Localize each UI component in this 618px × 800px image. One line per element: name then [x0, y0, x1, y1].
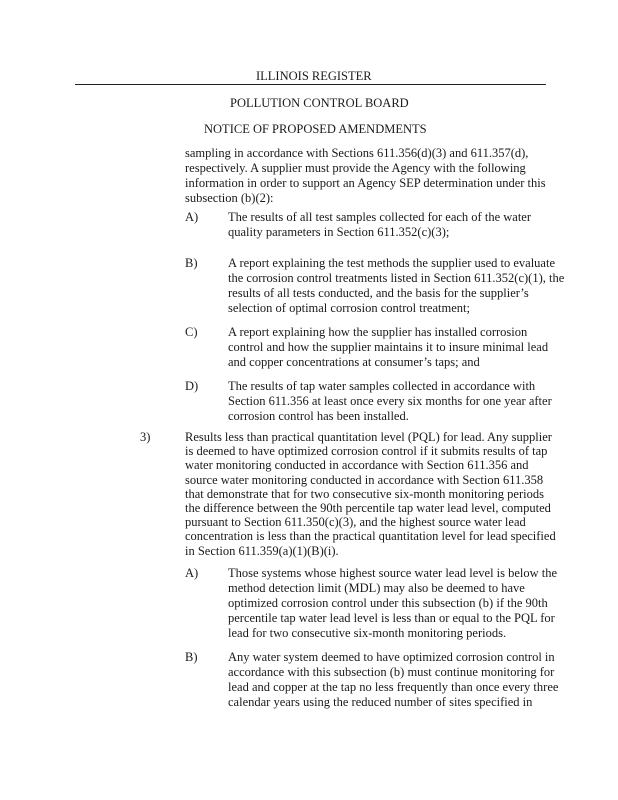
item-3-b	[228, 650, 558, 710]
text-line: quality parameters in Section 611.352(c)(3);	[228, 225, 450, 239]
text-line: Any water system deemed to have optimized corrosion control in	[228, 650, 555, 664]
section-3	[185, 430, 556, 558]
text-line: subsection (b)(2):	[185, 191, 274, 205]
item-3-a	[228, 566, 557, 641]
text-line: selection of optimal corrosion control treatment;	[228, 301, 470, 315]
item-b2-b-label: B)	[185, 256, 198, 270]
text-line: Section 611.356 at least once every six months for one year after	[228, 394, 552, 408]
text-line: the corrosion control treatments listed in Section 611.352(c)(1), the	[228, 271, 565, 285]
text-line: calendar years using the reduced number of sites specified in	[228, 695, 533, 709]
item-b2-a	[228, 210, 531, 240]
register-title: ILLINOIS REGISTER	[256, 69, 372, 83]
text-line: percentile tap water lead level is less than or equal to the PQL for	[228, 611, 555, 625]
section-3-label: 3)	[140, 430, 151, 444]
item-3-b-label: B)	[185, 650, 198, 664]
text-line: results of all tests conducted, and the basis for the supplier’s	[228, 286, 529, 300]
board-name: POLLUTION CONTROL BOARD	[230, 96, 409, 110]
text-line: method detection limit (MDL) may also be deemed to have	[228, 581, 525, 595]
text-line: A report explaining the test methods the supplier used to evaluate	[228, 256, 556, 270]
item-b2-c-label: C)	[185, 325, 198, 339]
text-line: optimized corrosion control under this subsection (b) if the 90th	[228, 596, 548, 610]
text-line: is deemed to have optimized corrosion control if it submits results of tap	[185, 444, 548, 459]
text-line: pursuant to Section 611.350(c)(3), and the highest source water lead	[185, 515, 526, 530]
item-b2-d-label: D)	[185, 379, 199, 393]
text-line: control and how the supplier maintains it to insure minimal lead	[228, 340, 549, 354]
text-line: water monitoring conducted in accordance with Section 611.356 and	[185, 458, 529, 473]
item-b2-c	[228, 325, 548, 370]
text-line: the difference between the 90th percentile tap water lead level, computed	[185, 501, 551, 516]
text-line: lead and copper at the tap no less frequently than once every three	[228, 680, 559, 694]
header-rule	[75, 84, 546, 85]
notice-title: NOTICE OF PROPOSED AMENDMENTS	[204, 122, 427, 136]
text-line: concentration is less than the practical quantitation level for lead specified	[185, 529, 556, 544]
text-line: information in order to support an Agency SEP determination under this	[185, 176, 546, 190]
item-b2-d	[228, 379, 552, 424]
intro-paragraph	[185, 146, 546, 206]
item-b2-a-label: A)	[185, 210, 199, 224]
text-line: Those systems whose highest source water lead level is below the	[228, 566, 558, 580]
text-line: source water monitoring conducted in accordance with Section 611.358	[185, 472, 544, 487]
text-line: The results of tap water samples collected in accordance with	[228, 379, 536, 393]
text-line: and copper concentrations at consumer’s taps; and	[228, 355, 480, 369]
item-3-a-label: A)	[185, 566, 199, 580]
text-line: The results of all test samples collected for each of the water	[228, 210, 532, 224]
text-line: respectively. A supplier must provide the Agency with the following	[185, 161, 526, 175]
text-line: accordance with this subsection (b) must continue monitoring for	[228, 665, 555, 679]
text-line: that demonstrate that for two consecutive six-month monitoring periods	[185, 486, 544, 501]
item-b2-b	[228, 256, 564, 316]
text-line: A report explaining how the supplier has installed corrosion	[228, 325, 528, 339]
text-line: Results less than practical quantitation level (PQL) for lead. Any supplier	[185, 430, 552, 444]
text-line: corrosion control has been installed.	[228, 409, 409, 423]
text-line: in Section 611.359(a)(1)(B)(i).	[185, 543, 339, 558]
text-line: lead for two consecutive six-month monitoring periods.	[228, 626, 507, 640]
text-line: sampling in accordance with Sections 611.356(d)(3) and 611.357(d),	[185, 146, 529, 160]
